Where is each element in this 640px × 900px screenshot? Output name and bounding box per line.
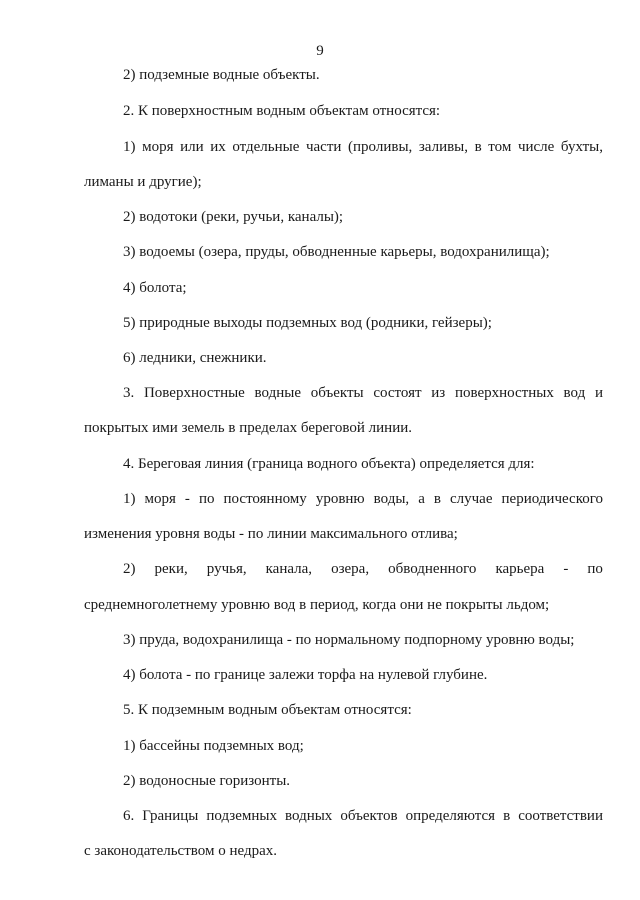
text-line: 3) пруда, водохранилища - по нормальному подпорному уровню воды; — [123, 632, 575, 648]
text-line: 1) бассейны подземных вод; — [123, 738, 304, 754]
text-line: 4) болота - по границе залежи торфа на нулевой глубине. — [123, 667, 488, 683]
word: 2) — [123, 561, 136, 577]
word: по — [587, 561, 603, 577]
word: - — [563, 561, 569, 577]
text-line: с законодательством о недрах. — [84, 843, 277, 859]
word: канала, — [265, 561, 313, 577]
text-line: 2) водоносные горизонты. — [123, 773, 291, 789]
text-line: среднемноголетнему уровню вод в период, когда они не покрыты льдом; — [84, 597, 550, 613]
text-line: 1) моря - по постоянному уровню воды, а в случае периодического — [123, 491, 603, 507]
text-line: 6) ледники, снежники. — [123, 350, 267, 366]
text-line: 4) болота; — [123, 280, 187, 296]
text-line-spread — [123, 560, 603, 578]
page-number: 9 — [316, 43, 324, 59]
text-line: 2. К поверхностным водным объектам относятся: — [123, 103, 441, 119]
text-line: 2) водотоки (реки, ручьи, каналы); — [123, 209, 344, 225]
word: озера, — [331, 561, 370, 577]
text-line: 3. Поверхностные водные объекты состоят из поверхностных вод и — [123, 385, 603, 401]
text-line: 1) моря или их отдельные части (проливы, заливы, в том числе бухты, — [123, 139, 603, 155]
text-line: 6. Границы подземных водных объектов определяются в соответствии — [123, 808, 603, 824]
text-line: 5. К подземным водным объектам относятся: — [123, 702, 412, 718]
text-line: лиманы и другие); — [84, 174, 202, 190]
word: реки, — [154, 561, 188, 577]
text-line: покрытых ими земель в пределах береговой линии. — [84, 420, 413, 436]
text-line: 3) водоемы (озера, пруды, обводненные карьеры, водохранилища); — [123, 244, 550, 260]
text-line: 4. Береговая линия (граница водного объекта) определяется для: — [123, 456, 535, 472]
word: карьера — [495, 561, 545, 577]
text-line: изменения уровня воды - по линии максимального отлива; — [84, 526, 458, 542]
text-line: 5) природные выходы подземных вод (родники, гейзеры); — [123, 315, 492, 331]
word: обводненного — [388, 561, 477, 577]
word: ручья, — [206, 561, 247, 577]
text-line: 2) подземные водные объекты. — [123, 67, 320, 83]
